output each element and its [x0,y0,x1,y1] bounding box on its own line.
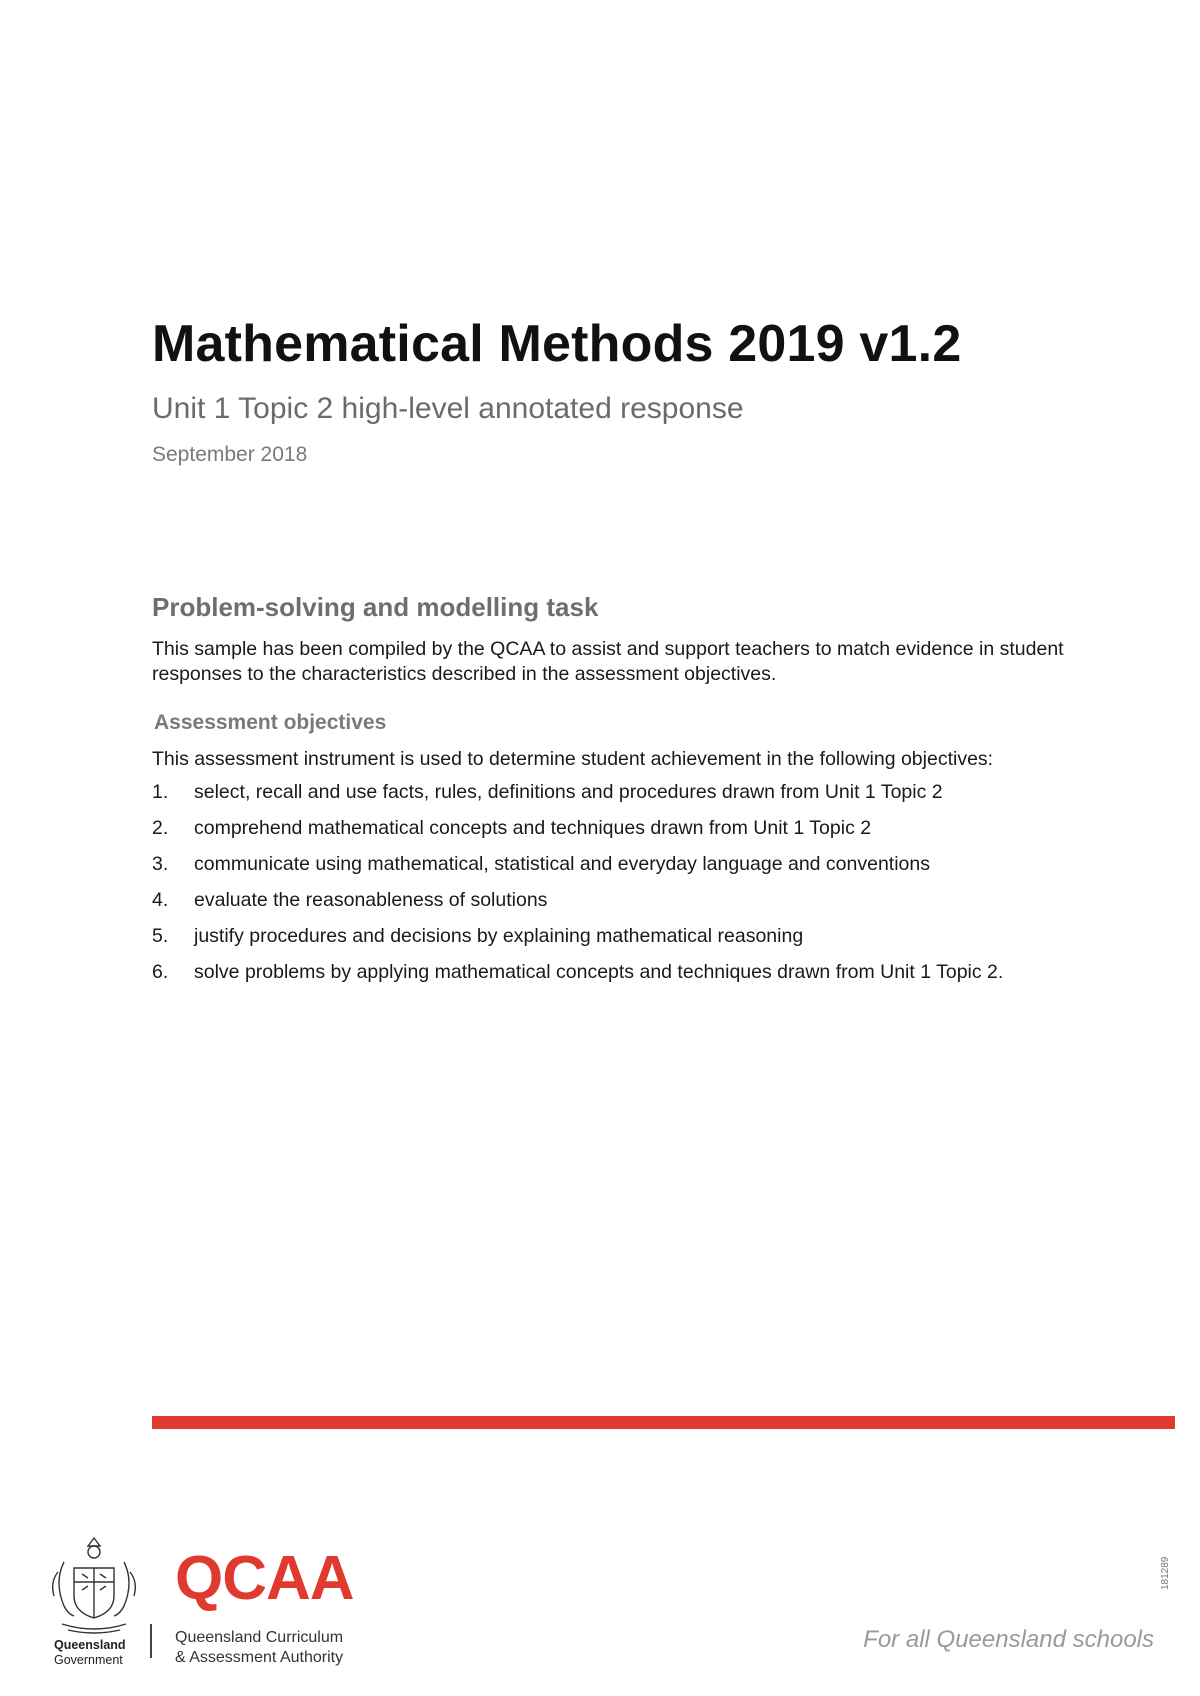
qcaa-logo: QCAA [175,1544,354,1613]
document-date: September 2018 [152,443,308,466]
list-item [152,816,1072,841]
list-item-text: communicate using mathematical, statistical and everyday language and conventions [194,853,931,875]
list-item-text: justify procedures and decisions by explaining mathematical reasoning [194,925,804,947]
list-item [152,960,1072,985]
list-item-text: evaluate the reasonableness of solutions [194,889,548,911]
qcaa-name [175,1628,343,1668]
government-line-1: Queensland [54,1638,126,1652]
list-item [152,852,1072,877]
list-item [152,924,1072,949]
document-title: Mathematical Methods 2019 v1.2 [152,315,962,373]
list-item-number: 5. [152,925,169,947]
list-item [152,888,1072,913]
qcaa-name-line-1: Queensland Curriculum [175,1629,344,1646]
accent-divider [152,1416,1175,1429]
list-item-number: 4. [152,889,169,911]
qcaa-name-line-2: & Assessment Authority [175,1649,344,1666]
list-item-number: 1. [152,781,169,803]
document-subtitle: Unit 1 Topic 2 high-level annotated response [152,392,744,425]
logo-divider [150,1624,152,1658]
list-item [152,780,1072,805]
queensland-crest-icon [44,1532,144,1640]
objectives-list [152,780,1072,985]
list-item-number: 2. [152,817,169,839]
document-number: 181289 [1160,1556,1171,1590]
tagline: For all Queensland schools [863,1626,1154,1653]
task-heading: Problem-solving and modelling task [152,592,599,622]
objectives-heading: Assessment objectives [154,711,387,734]
list-item-number: 3. [152,853,169,875]
list-item-text: solve problems by applying mathematical concepts and techniques drawn from Unit 1 Topic 2. [194,961,1004,983]
objectives-lead: This assessment instrument is used to determine student achievement in the following objectives: [152,748,994,770]
list-item-text: select, recall and use facts, rules, definitions and procedures drawn from Unit 1 Topic 2 [194,781,943,803]
list-item-number: 6. [152,961,169,983]
government-line-2: Government [54,1653,123,1667]
government-wordmark [54,1638,126,1668]
task-intro: This sample has been compiled by the QCAA to assist and support teachers to match evidence in student responses to the characteristics described in the assessment objectives. [152,638,1064,685]
list-item-text: comprehend mathematical concepts and techniques drawn from Unit 1 Topic 2 [194,817,872,839]
task-section [152,592,1072,996]
